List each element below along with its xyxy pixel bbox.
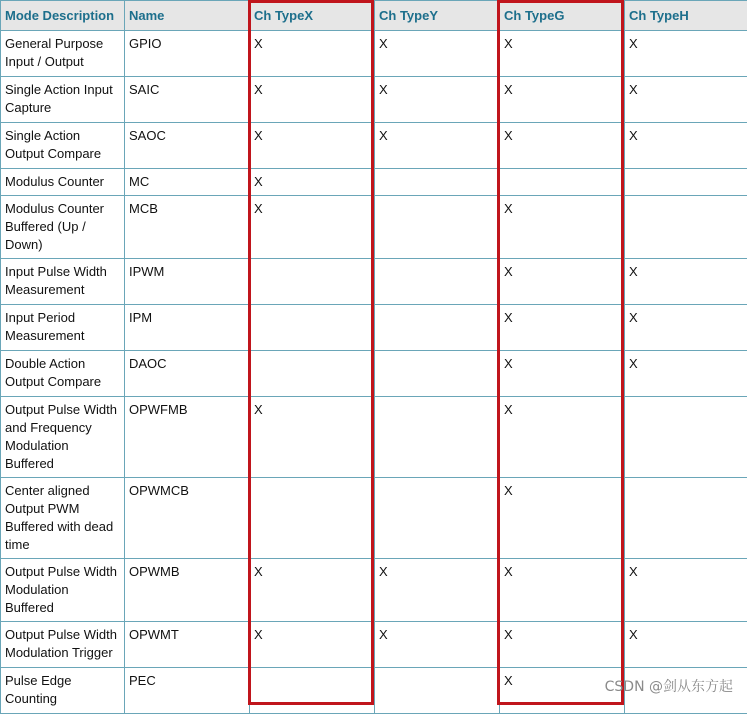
header-name: Name bbox=[125, 1, 250, 31]
cell-name: MC bbox=[125, 169, 250, 196]
cell-typeg: X bbox=[500, 668, 625, 714]
cell-mode-description: Input Pulse Width Measurement bbox=[1, 259, 125, 305]
cell-typey bbox=[375, 169, 500, 196]
cell-typeh: X bbox=[625, 123, 747, 169]
cell-typey bbox=[375, 478, 500, 559]
cell-typeh: X bbox=[625, 77, 747, 123]
cell-typex bbox=[250, 668, 375, 714]
cell-typey bbox=[375, 305, 500, 351]
cell-typeg: X bbox=[500, 351, 625, 397]
cell-name: OPWMT bbox=[125, 622, 250, 668]
cell-typeh: X bbox=[625, 351, 747, 397]
cell-typey: X bbox=[375, 31, 500, 77]
header-ch-typeg: Ch TypeG bbox=[500, 1, 625, 31]
cell-typey bbox=[375, 351, 500, 397]
cell-typeh bbox=[625, 169, 747, 196]
cell-mode-description: Single Action Output Compare bbox=[1, 123, 125, 169]
cell-typeh: X bbox=[625, 259, 747, 305]
cell-mode-description: Pulse Edge Counting bbox=[1, 668, 125, 714]
cell-typeg bbox=[500, 169, 625, 196]
cell-typeg: X bbox=[500, 77, 625, 123]
cell-typex: X bbox=[250, 123, 375, 169]
cell-typey bbox=[375, 196, 500, 259]
cell-typeh bbox=[625, 196, 747, 259]
cell-typeh: X bbox=[625, 622, 747, 668]
table-row bbox=[1, 305, 747, 351]
cell-name: OPWMCB bbox=[125, 478, 250, 559]
cell-typeh bbox=[625, 478, 747, 559]
cell-typex: X bbox=[250, 622, 375, 668]
table-row bbox=[1, 478, 747, 559]
cell-typey bbox=[375, 259, 500, 305]
cell-name: MCB bbox=[125, 196, 250, 259]
header-ch-typex: Ch TypeX bbox=[250, 1, 375, 31]
cell-typeg: X bbox=[500, 196, 625, 259]
header-ch-typeh: Ch TypeH bbox=[625, 1, 747, 31]
cell-typeg: X bbox=[500, 259, 625, 305]
cell-typex bbox=[250, 305, 375, 351]
table-row bbox=[1, 196, 747, 259]
cell-name: PEC bbox=[125, 668, 250, 714]
cell-typey: X bbox=[375, 622, 500, 668]
cell-typey bbox=[375, 668, 500, 714]
cell-typey: X bbox=[375, 123, 500, 169]
cell-typex bbox=[250, 478, 375, 559]
cell-typeg: X bbox=[500, 123, 625, 169]
cell-typeh: X bbox=[625, 305, 747, 351]
csdn-watermark: CSDN @剑从东方起 bbox=[605, 676, 733, 696]
cell-typex: X bbox=[250, 196, 375, 259]
header-mode-description: Mode Description bbox=[1, 1, 125, 31]
cell-mode-description: Output Pulse Width and Frequency Modulation Buffered bbox=[1, 397, 125, 478]
cell-name: OPWFMB bbox=[125, 397, 250, 478]
cell-typeg: X bbox=[500, 31, 625, 77]
table-row bbox=[1, 31, 747, 77]
cell-typey bbox=[375, 397, 500, 478]
cell-name: SAOC bbox=[125, 123, 250, 169]
table-row bbox=[1, 259, 747, 305]
cell-typeg: X bbox=[500, 622, 625, 668]
cell-mode-description: Single Action Input Capture bbox=[1, 77, 125, 123]
cell-name: SAIC bbox=[125, 77, 250, 123]
cell-name: IPM bbox=[125, 305, 250, 351]
table-row bbox=[1, 123, 747, 169]
cell-mode-description: General Purpose Input / Output bbox=[1, 31, 125, 77]
cell-name: DAOC bbox=[125, 351, 250, 397]
cell-typeg: X bbox=[500, 305, 625, 351]
header-ch-typey: Ch TypeY bbox=[375, 1, 500, 31]
cell-typey: X bbox=[375, 77, 500, 123]
cell-typex: X bbox=[250, 559, 375, 622]
cell-mode-description: Input Period Measurement bbox=[1, 305, 125, 351]
cell-typex: X bbox=[250, 397, 375, 478]
table-row bbox=[1, 622, 747, 668]
cell-typex bbox=[250, 351, 375, 397]
cell-typeg: X bbox=[500, 478, 625, 559]
cell-mode-description: Output Pulse Width Modulation Trigger bbox=[1, 622, 125, 668]
cell-typex bbox=[250, 259, 375, 305]
table-row bbox=[1, 169, 747, 196]
cell-typey: X bbox=[375, 559, 500, 622]
header-row bbox=[1, 1, 747, 31]
cell-typeg: X bbox=[500, 559, 625, 622]
cell-typeh: X bbox=[625, 559, 747, 622]
cell-typex: X bbox=[250, 169, 375, 196]
cell-name: IPWM bbox=[125, 259, 250, 305]
cell-typeh bbox=[625, 397, 747, 478]
cell-typeg: X bbox=[500, 397, 625, 478]
cell-mode-description: Output Pulse Width Modulation Buffered bbox=[1, 559, 125, 622]
table-row bbox=[1, 559, 747, 622]
cell-name: GPIO bbox=[125, 31, 250, 77]
cell-typeh: X bbox=[625, 31, 747, 77]
table-row bbox=[1, 351, 747, 397]
table-row bbox=[1, 77, 747, 123]
cell-mode-description: Modulus Counter bbox=[1, 169, 125, 196]
cell-mode-description: Double Action Output Compare bbox=[1, 351, 125, 397]
cell-mode-description: Center aligned Output PWM Buffered with dead time bbox=[1, 478, 125, 559]
table-row bbox=[1, 397, 747, 478]
cell-name: OPWMB bbox=[125, 559, 250, 622]
cell-mode-description: Modulus Counter Buffered (Up / Down) bbox=[1, 196, 125, 259]
cell-typex: X bbox=[250, 31, 375, 77]
cell-typex: X bbox=[250, 77, 375, 123]
